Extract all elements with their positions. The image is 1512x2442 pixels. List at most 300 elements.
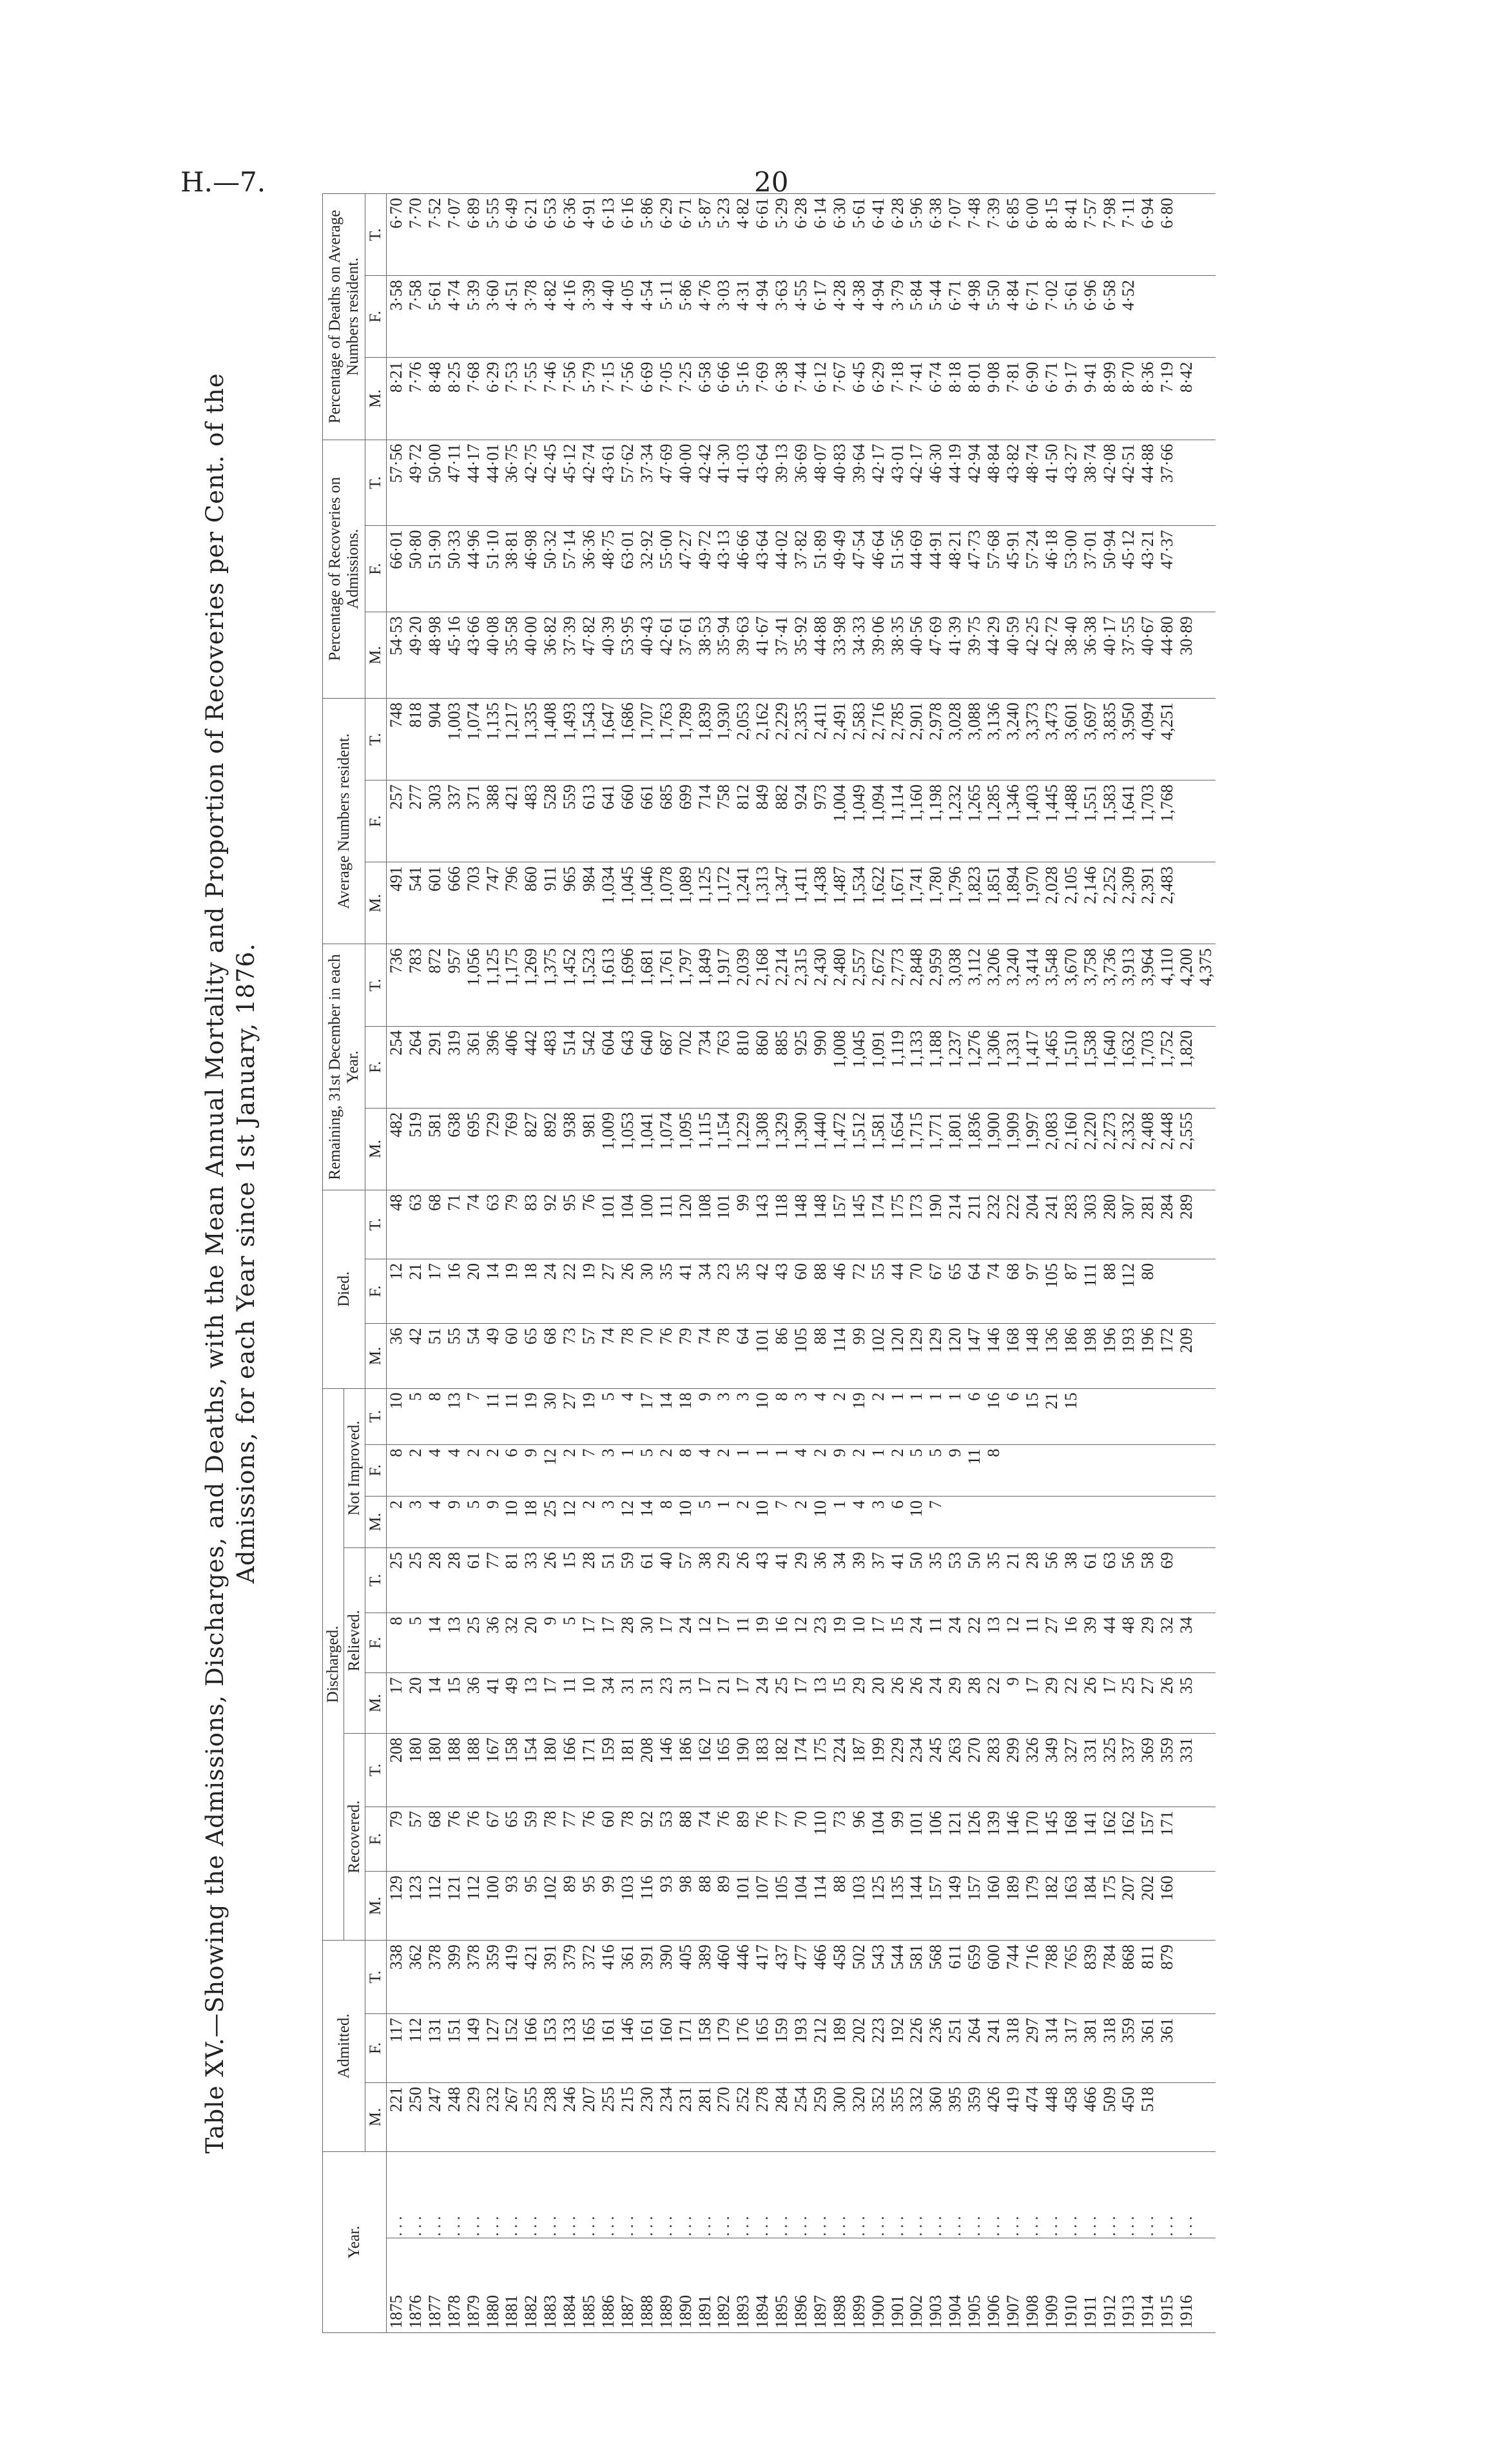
table-cell: 395: [945, 2086, 965, 2112]
table-cell: 53: [656, 1810, 675, 1828]
table-cell: 4·54: [637, 280, 656, 311]
table-cell: 13: [444, 1392, 463, 1410]
table-cell: 103: [617, 1875, 637, 1901]
relieved-t-header: T.: [365, 1548, 387, 1613]
rem-t-column: [387, 944, 1216, 1026]
table-cell: 57·14: [560, 530, 579, 570]
table-cell: 2,105: [1061, 866, 1080, 904]
col-year-header: Year.: [323, 2151, 387, 2332]
table-cell: 1,780: [926, 866, 945, 904]
table-cell: 154: [521, 1737, 541, 1763]
table-cell: 174: [868, 1194, 887, 1219]
table-cell: 13: [810, 1677, 829, 1694]
table-cell: 406: [502, 1030, 521, 1056]
table-cell: 102: [868, 1328, 887, 1353]
table-cell: 9·41: [1080, 362, 1100, 393]
notimp-f-column: [387, 1444, 1216, 1496]
table-cell: 105: [1042, 1263, 1061, 1288]
leader-dots-cell: ...: [791, 2212, 811, 2236]
table-cell: 48·84: [984, 443, 1003, 483]
table-cell: 222: [1003, 1194, 1022, 1219]
table-cell: 168: [1061, 1810, 1080, 1836]
table-cell: 26: [1158, 1677, 1177, 1694]
table-cell: 7·58: [405, 280, 425, 311]
table-cell: 60: [502, 1328, 521, 1345]
table-cell: 10: [675, 1500, 695, 1517]
table-cell: 162: [1119, 1810, 1138, 1836]
pctrec-t-column: [387, 440, 1216, 526]
table-cell: 11: [560, 1677, 579, 1694]
table-cell: 474: [1022, 2086, 1042, 2112]
table-cell: 5·23: [714, 198, 733, 229]
leader-dots-cell: ...: [425, 2212, 444, 2236]
table-cell: 33·98: [829, 616, 849, 655]
table-cell: 28: [1022, 1552, 1042, 1569]
table-cell: 40·17: [1100, 616, 1119, 655]
table-cell: 100: [483, 1875, 502, 1901]
table-cell: 45·16: [444, 616, 463, 655]
table-cell: 303: [1080, 1194, 1100, 1219]
table-cell: 911: [541, 866, 560, 891]
table-cell: 1,741: [907, 866, 926, 904]
table-cell: 466: [1080, 2086, 1100, 2112]
table-cell: 811: [1138, 1944, 1158, 1970]
table-cell: 1,346: [1003, 784, 1022, 822]
table-cell: 1: [617, 1448, 637, 1457]
table-cell: 1878: [444, 2295, 463, 2329]
table-cell: 25: [541, 1500, 560, 1517]
table-cell: 765: [1061, 1944, 1080, 1970]
table-cell: 1,074: [656, 1112, 675, 1150]
table-cell: 41·30: [714, 443, 733, 483]
table-cell: 25: [463, 1616, 483, 1634]
table-cell: 1,440: [810, 1112, 829, 1150]
table-cell: 36·69: [791, 443, 811, 483]
table-cell: 214: [945, 1194, 965, 1219]
table-cell: 39: [849, 1552, 868, 1569]
table-cell: 458: [829, 1944, 849, 1970]
table-cell: 22: [1061, 1677, 1080, 1694]
table-cell: 158: [502, 1737, 521, 1763]
table-cell: 1,313: [753, 866, 772, 904]
table-cell: 208: [387, 1737, 405, 1763]
table-cell: 4·38: [849, 280, 868, 311]
table-cell: 23: [656, 1677, 675, 1694]
table-cell: 10: [849, 1616, 868, 1634]
died-f-column: [387, 1259, 1216, 1323]
table-cell: 388: [483, 784, 502, 810]
table-cell: 236: [926, 2017, 945, 2043]
table-cell: 180: [405, 1737, 425, 1763]
table-cell: 43·66: [463, 616, 483, 655]
table-cell: 7·52: [425, 198, 444, 229]
table-cell: 1: [714, 1500, 733, 1509]
table-cell: 38·35: [887, 616, 907, 655]
table-cell: 136: [1042, 1328, 1061, 1353]
table-cell: 559: [560, 784, 579, 810]
table-cell: 331: [1177, 1737, 1196, 1763]
recovered-f-header: F.: [365, 1807, 387, 1871]
col-not-improved-header: Not Improved.: [344, 1388, 365, 1548]
died-m-column: [387, 1324, 1216, 1388]
table-cell: 299: [1003, 1737, 1022, 1763]
leader-dots-cell: ...: [1042, 2212, 1061, 2236]
table-cell: 2,557: [849, 948, 868, 986]
table-cell: 640: [637, 1030, 656, 1056]
table-cell: 1908: [1022, 2295, 1042, 2329]
table-cell: 40·00: [521, 616, 541, 655]
table-cell: 984: [579, 866, 599, 892]
table-cell: 47·69: [926, 616, 945, 655]
table-cell: 748: [387, 703, 405, 728]
table-cell: 46·18: [1042, 530, 1061, 570]
table-cell: 3·78: [521, 280, 541, 311]
table-cell: 231: [675, 2086, 695, 2112]
table-cell: 6·21: [521, 198, 541, 229]
leader-dots-cell: ...: [772, 2212, 791, 2236]
table-cell: 4·94: [868, 280, 887, 311]
table-cell: 32: [1158, 1616, 1177, 1634]
died-t-header: T.: [365, 1190, 387, 1259]
table-cell: 16: [1061, 1616, 1080, 1634]
table-cell: 161: [637, 2017, 656, 2043]
table-cell: 2: [483, 1448, 502, 1457]
table-cell: 165: [714, 1737, 733, 1763]
table-cell: 1,241: [733, 866, 753, 904]
leader-dots-cell: ...: [849, 2212, 868, 2236]
table-cell: 314: [1042, 2017, 1061, 2043]
table-cell: 34: [829, 1552, 849, 1569]
table-cell: 79: [675, 1328, 695, 1345]
table-cell: 297: [1022, 2017, 1042, 2043]
table-cell: 1,900: [984, 1112, 1003, 1150]
pctrec-f-column: [387, 526, 1216, 612]
table-cell: 6·90: [1022, 362, 1042, 393]
table-cell: 151: [444, 2017, 463, 2043]
table-cell: 283: [1061, 1194, 1080, 1219]
table-cell: 143: [753, 1194, 772, 1219]
table-cell: 42: [753, 1263, 772, 1280]
table-cell: 87: [1061, 1263, 1080, 1280]
table-cell: 1,403: [1022, 784, 1042, 822]
table-cell: 7·44: [791, 362, 811, 393]
table-cell: 42·61: [656, 616, 675, 655]
table-cell: 8: [425, 1392, 444, 1401]
table-cell: 17: [868, 1616, 887, 1634]
table-cell: 7·39: [984, 198, 1003, 229]
table-cell: 31: [675, 1677, 695, 1694]
table-cell: 8·48: [425, 362, 444, 393]
table-cell: 171: [1158, 1810, 1177, 1836]
table-cell: 6·61: [753, 198, 772, 229]
rem-t-header: T.: [365, 944, 387, 1026]
table-cell: 3·58: [387, 280, 405, 311]
title-line-1: Table XV.—Showing the Admissions, Discharges, and Deaths, with the Mean Annual Mortality and Proportion of Recoveries per Cent. of the: [201, 373, 229, 2154]
table-cell: 101: [907, 1810, 926, 1836]
table-cell: 7: [926, 1500, 945, 1509]
table-cell: 1,133: [907, 1030, 926, 1069]
col-relieved-header: Relieved.: [344, 1548, 365, 1734]
table-cell: 307: [1119, 1194, 1138, 1219]
table-cell: 8: [984, 1448, 1003, 1457]
table-cell: 2: [849, 1448, 868, 1457]
table-cell: 421: [502, 784, 521, 810]
table-cell: 226: [907, 2017, 926, 2043]
table-cell: 3,088: [965, 703, 984, 741]
table-cell: 703: [463, 866, 483, 892]
table-cell: 5: [598, 1392, 617, 1401]
table-cell: 1,789: [675, 703, 695, 741]
table-cell: 270: [965, 1737, 984, 1763]
table-cell: 25: [772, 1677, 791, 1694]
table-cell: 6·29: [868, 362, 887, 393]
table-cell: 38·74: [1080, 443, 1100, 483]
table-cell: 9: [695, 1392, 714, 1401]
table-cell: 1,839: [695, 703, 714, 741]
recovered-t-header: T.: [365, 1733, 387, 1807]
table-cell: 173: [907, 1194, 926, 1219]
table-cell: 22: [560, 1263, 579, 1280]
table-cell: 7·18: [887, 362, 907, 393]
notimp-m-column: [387, 1497, 1216, 1548]
table-cell: 1882: [521, 2295, 541, 2329]
table-cell: 6·85: [1003, 198, 1022, 229]
table-cell: 40·56: [907, 616, 926, 655]
table-cell: 2,555: [1177, 1112, 1196, 1150]
relieved-t-column: [387, 1548, 1216, 1613]
table-cell: 9: [945, 1448, 965, 1457]
table-cell: 519: [405, 1112, 425, 1138]
table-cell: 1,472: [829, 1112, 849, 1150]
table-cell: 77: [560, 1810, 579, 1828]
table-cell: 1,715: [907, 1112, 926, 1150]
table-cell: 47·37: [1158, 530, 1177, 570]
table-cell: 35·92: [791, 616, 811, 655]
table-cell: 391: [541, 1944, 560, 1970]
table-cell: 2,252: [1100, 866, 1119, 904]
table-cell: 26: [907, 1677, 926, 1694]
table-cell: 6·29: [656, 198, 675, 229]
table-cell: 1,488: [1061, 784, 1080, 822]
table-cell: 48·98: [425, 616, 444, 655]
table-cell: 43·01: [887, 443, 907, 483]
table-cell: 2: [656, 1448, 675, 1457]
table-cell: 19: [849, 1392, 868, 1410]
table-cell: 162: [695, 1737, 714, 1763]
table-cell: 7·53: [502, 362, 521, 393]
table-cell: 5: [695, 1500, 714, 1509]
rem-f-header: F.: [365, 1026, 387, 1108]
table-cell: 157: [829, 1194, 849, 1219]
table-cell: 1,217: [502, 703, 521, 741]
table-cell: 1,909: [1003, 1112, 1022, 1150]
table-cell: 349: [1042, 1737, 1061, 1763]
table-cell: 426: [984, 2086, 1003, 2112]
table-cell: 10: [753, 1392, 772, 1410]
table-cell: 28: [579, 1552, 599, 1569]
table-cell: 27: [560, 1392, 579, 1410]
table-cell: 36·75: [502, 443, 521, 483]
table-cell: 46·98: [521, 530, 541, 570]
table-cell: 3·60: [483, 280, 502, 311]
table-cell: 182: [1042, 1875, 1061, 1901]
table-cell: 8: [772, 1392, 791, 1401]
recovered-m-header: M.: [365, 1872, 387, 1941]
table-cell: 22: [984, 1677, 1003, 1694]
table-cell: 2: [560, 1448, 579, 1457]
table-cell: 2,391: [1138, 866, 1158, 904]
table-cell: 44·96: [463, 530, 483, 570]
table-cell: 24: [753, 1677, 772, 1694]
table-cell: 53: [945, 1552, 965, 1569]
table-cell: 3,670: [1061, 948, 1080, 986]
table-cell: 176: [733, 2017, 753, 2043]
table-cell: 245: [926, 1737, 945, 1763]
table-cell: 1,135: [483, 703, 502, 741]
table-cell: 3·03: [714, 280, 733, 311]
table-cell: 89: [733, 1810, 753, 1828]
table-cell: 83: [521, 1194, 541, 1211]
leader-dots-cell: ...: [695, 2212, 714, 2236]
table-cell: 1,045: [849, 1030, 868, 1069]
table-cell: 44·88: [1138, 443, 1158, 483]
document-reference: H.—7.: [180, 166, 266, 198]
table-cell: 7·25: [675, 362, 695, 393]
table-cell: 51·56: [887, 530, 907, 570]
table-cell: 1,970: [1022, 866, 1042, 904]
title-line-2: Admissions, for each Year since 1st January, 1876.: [232, 943, 260, 1584]
table-cell: 171: [579, 1737, 599, 1763]
table-cell: 48·74: [1022, 443, 1042, 483]
table-cell: 2,335: [791, 703, 811, 741]
table-cell: 3·39: [579, 280, 599, 311]
table-cell: 2,959: [926, 948, 945, 986]
table-cell: 1: [926, 1392, 945, 1401]
table-cell: 100: [637, 1194, 656, 1219]
table-cell: 3,736: [1100, 948, 1119, 986]
table-cell: 160: [984, 1875, 1003, 1901]
table-cell: 2: [810, 1448, 829, 1457]
table-cell: 158: [695, 2017, 714, 2043]
table-cell: 6·45: [849, 362, 868, 393]
admitted-m-header: M.: [365, 2082, 387, 2151]
table-cell: 1,768: [1158, 784, 1177, 822]
relieved-f-column: [387, 1613, 1216, 1673]
table-cell: 4·98: [965, 280, 984, 311]
table-cell: 4·76: [695, 280, 714, 311]
table-cell: 11: [965, 1448, 984, 1465]
table-cell: 1912: [1100, 2295, 1119, 2329]
table-cell: 371: [463, 784, 483, 810]
table-cell: 7·07: [444, 198, 463, 229]
table-cell: 390: [656, 1944, 675, 1970]
table-cell: 641: [598, 784, 617, 810]
table-cell: 5·86: [675, 280, 695, 311]
table-cell: 35·94: [714, 616, 733, 655]
table-cell: 1: [772, 1448, 791, 1457]
table-cell: 1911: [1080, 2295, 1100, 2329]
table-cell: 56: [1119, 1552, 1138, 1569]
table-cell: 118: [772, 1194, 791, 1219]
table-cell: 43: [753, 1552, 772, 1569]
table-cell: 40·59: [1003, 616, 1022, 655]
died-m-header: M.: [365, 1324, 387, 1388]
table-cell: 50·00: [425, 443, 444, 483]
table-cell: 255: [521, 2086, 541, 2112]
table-cell: 159: [598, 1737, 617, 1763]
leader-dots-cell: ...: [502, 2212, 521, 2236]
table-cell: 1,265: [965, 784, 984, 822]
table-cell: 60: [598, 1810, 617, 1828]
table-cell: 4: [425, 1448, 444, 1457]
table-cell: 3: [598, 1448, 617, 1457]
table-cell: 1,269: [521, 948, 541, 986]
table-cell: 81: [502, 1552, 521, 1569]
table-cell: 44·88: [810, 616, 829, 655]
table-cell: 1,125: [695, 866, 714, 904]
table-cell: 44·17: [463, 443, 483, 483]
table-cell: 1,306: [984, 1030, 1003, 1069]
table-cell: 37·39: [560, 616, 579, 655]
pctrec-m-column: [387, 612, 1216, 699]
table-cell: 1,851: [984, 866, 1003, 904]
table-cell: 59: [617, 1552, 637, 1569]
table-cell: 1881: [502, 2295, 521, 2329]
table-cell: 8·41: [1061, 198, 1080, 229]
table-cell: 129: [387, 1875, 405, 1901]
table-cell: 79: [387, 1810, 405, 1828]
admitted-f-column: [387, 2013, 1216, 2082]
table-cell: 165: [753, 2017, 772, 2043]
leader-dots-cell: ...: [560, 2212, 579, 2236]
leader-dots-cell: ...: [656, 2212, 675, 2236]
table-cell: 338: [387, 1944, 405, 1970]
table-cell: 8·15: [1042, 198, 1061, 229]
table-cell: 643: [617, 1030, 637, 1056]
table-cell: 11: [926, 1616, 945, 1633]
table-cell: 16: [444, 1263, 463, 1280]
table-cell: 1,763: [656, 703, 675, 741]
leader-dots-cell: ...: [617, 2212, 637, 2236]
table-cell: 223: [868, 2017, 887, 2043]
table-cell: 1876: [405, 2295, 425, 2329]
table-cell: 2,448: [1158, 1112, 1177, 1150]
table-cell: 37·41: [772, 616, 791, 655]
table-cell: 35: [733, 1263, 753, 1280]
table-cell: 42: [405, 1328, 425, 1345]
table-cell: 60: [791, 1263, 811, 1280]
table-cell: 101: [733, 1875, 753, 1901]
table-cell: 15: [444, 1677, 463, 1694]
table-cell: 879: [1158, 1944, 1177, 1970]
table-cell: 5·84: [907, 280, 926, 311]
table-cell: 331: [1080, 1737, 1100, 1763]
table-cell: 1,375: [541, 948, 560, 986]
table-cell: 114: [810, 1875, 829, 1901]
table-cell: 5·79: [579, 362, 599, 393]
table-cell: 41: [772, 1552, 791, 1569]
table-cell: 12: [541, 1448, 560, 1466]
table-cell: 27: [1042, 1616, 1061, 1634]
leader-dots-cell: ...: [1080, 2212, 1100, 2236]
table-cell: 2,480: [829, 948, 849, 986]
table-cell: 5: [405, 1616, 425, 1625]
table-cell: 325: [1100, 1737, 1119, 1763]
table-cell: 839: [1080, 1944, 1100, 1970]
table-cell: 7·46: [541, 362, 560, 393]
table-cell: 74: [598, 1328, 617, 1345]
table-cell: 1,681: [637, 948, 656, 986]
